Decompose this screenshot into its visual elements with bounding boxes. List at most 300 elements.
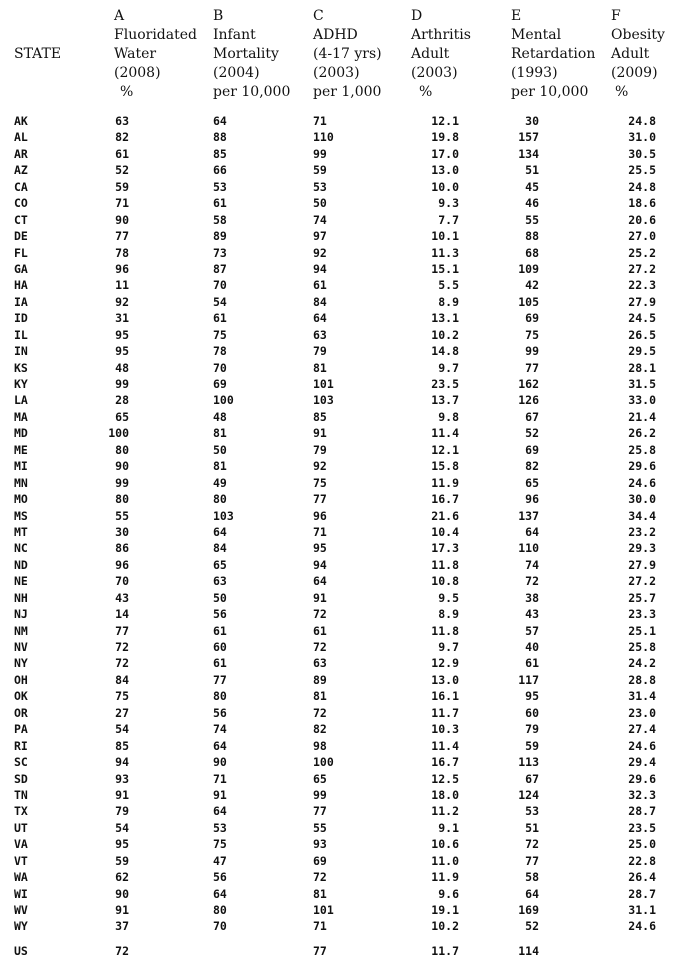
arthritis-cell: 16.7 bbox=[431, 755, 459, 770]
arthritis-cell: 9.7 bbox=[438, 640, 459, 654]
fluoridated-water-cell: 90 bbox=[115, 886, 129, 901]
obesity-cell: 29.3 bbox=[628, 541, 656, 556]
column-unit: % bbox=[419, 84, 433, 100]
arthritis-cell: 9.8 bbox=[438, 409, 459, 424]
mental-retardation-cell: 55 bbox=[525, 212, 539, 227]
adhd-cell: 101 bbox=[313, 903, 334, 917]
table-row bbox=[0, 540, 675, 556]
infant-mortality-cell: 70 bbox=[213, 919, 227, 934]
obesity-cell: 22.8 bbox=[628, 853, 656, 868]
state-cell: NH bbox=[14, 590, 28, 605]
column-label-line: (2003) bbox=[313, 65, 360, 81]
column-label-line: (1993) bbox=[511, 65, 558, 81]
mental-retardation-cell: 72 bbox=[525, 574, 539, 589]
mental-retardation-cell: 52 bbox=[525, 919, 539, 934]
column-letter: F bbox=[611, 8, 621, 24]
table-row bbox=[0, 195, 675, 211]
arthritis-cell: 11.4 bbox=[431, 426, 459, 441]
adhd-cell: 72 bbox=[313, 705, 327, 720]
obesity-cell: 31.4 bbox=[628, 689, 656, 704]
column-label-line: (2003) bbox=[411, 65, 458, 81]
table-row bbox=[0, 409, 675, 425]
state-cell: HA bbox=[14, 278, 28, 293]
column-label-line: Fluoridated bbox=[114, 27, 197, 43]
table-row bbox=[0, 754, 675, 770]
infant-mortality-cell: 60 bbox=[213, 640, 227, 654]
table-row bbox=[0, 228, 675, 244]
mental-retardation-cell: 79 bbox=[525, 722, 539, 737]
mental-retardation-cell: 59 bbox=[525, 738, 539, 753]
arthritis-cell: 17.3 bbox=[431, 541, 459, 556]
infant-mortality-cell: 90 bbox=[213, 755, 227, 770]
adhd-cell: 77 bbox=[313, 492, 327, 507]
infant-mortality-cell: 84 bbox=[213, 541, 227, 556]
arthritis-cell: 14.8 bbox=[431, 344, 459, 359]
infant-mortality-cell: 48 bbox=[213, 409, 227, 424]
table-row bbox=[0, 491, 675, 507]
infant-mortality-cell: 50 bbox=[213, 590, 227, 605]
mental-retardation-cell: 114 bbox=[518, 943, 539, 958]
arthritis-cell: 11.4 bbox=[431, 738, 459, 753]
column-unit: per 10,000 bbox=[213, 84, 291, 100]
obesity-cell: 28.7 bbox=[628, 886, 656, 901]
adhd-cell: 110 bbox=[313, 130, 334, 145]
mental-retardation-cell: 40 bbox=[525, 640, 539, 654]
adhd-cell: 72 bbox=[313, 607, 327, 622]
adhd-cell: 81 bbox=[313, 360, 327, 375]
arthritis-cell: 12.9 bbox=[431, 656, 459, 671]
state-cell: ME bbox=[14, 442, 28, 457]
state-cell: MO bbox=[14, 492, 28, 507]
adhd-cell: 92 bbox=[313, 459, 327, 474]
infant-mortality-cell: 80 bbox=[213, 689, 227, 704]
state-cell: AZ bbox=[14, 163, 28, 178]
column-label-line: Adult bbox=[411, 46, 450, 62]
us-total-row bbox=[0, 943, 675, 959]
arthritis-cell: 9.6 bbox=[438, 886, 459, 901]
infant-mortality-cell: 61 bbox=[213, 656, 227, 671]
adhd-cell: 95 bbox=[313, 541, 327, 556]
adhd-cell: 61 bbox=[313, 278, 327, 293]
table-header bbox=[0, 0, 675, 112]
state-cell: WA bbox=[14, 870, 28, 885]
infant-mortality-cell: 73 bbox=[213, 245, 227, 260]
state-cell: NM bbox=[14, 623, 28, 638]
infant-mortality-cell: 50 bbox=[213, 442, 227, 457]
state-cell: CA bbox=[14, 179, 28, 194]
arthritis-cell: 10.1 bbox=[431, 229, 459, 244]
state-cell: MD bbox=[14, 426, 28, 441]
state-cell: KY bbox=[14, 377, 28, 391]
fluoridated-water-cell: 54 bbox=[115, 722, 129, 737]
adhd-cell: 64 bbox=[313, 311, 327, 326]
state-cell: MA bbox=[14, 409, 28, 424]
table-row bbox=[0, 277, 675, 293]
mental-retardation-cell: 105 bbox=[518, 294, 539, 309]
mental-retardation-cell: 72 bbox=[525, 837, 539, 852]
adhd-cell: 89 bbox=[313, 672, 327, 687]
adhd-cell: 77 bbox=[313, 804, 327, 819]
mental-retardation-cell: 58 bbox=[525, 870, 539, 885]
arthritis-cell: 16.7 bbox=[431, 492, 459, 507]
state-cell: US bbox=[14, 943, 28, 958]
infant-mortality-cell: 53 bbox=[213, 179, 227, 194]
mental-retardation-cell: 60 bbox=[525, 705, 539, 720]
obesity-cell: 22.3 bbox=[628, 278, 656, 293]
fluoridated-water-cell: 96 bbox=[115, 557, 129, 572]
adhd-cell: 82 bbox=[313, 722, 327, 737]
mental-retardation-cell: 42 bbox=[525, 278, 539, 293]
obesity-cell: 28.1 bbox=[628, 360, 656, 375]
infant-mortality-cell: 56 bbox=[213, 607, 227, 622]
arthritis-cell: 10.4 bbox=[431, 524, 459, 539]
arthritis-cell: 12.5 bbox=[431, 771, 459, 786]
adhd-cell: 100 bbox=[313, 755, 334, 770]
state-cell: AL bbox=[14, 130, 28, 145]
obesity-cell: 27.4 bbox=[628, 722, 656, 737]
mental-retardation-cell: 67 bbox=[525, 771, 539, 786]
adhd-cell: 71 bbox=[313, 524, 327, 539]
obesity-cell: 30.5 bbox=[628, 146, 656, 161]
obesity-cell: 24.6 bbox=[628, 475, 656, 490]
fluoridated-water-cell: 85 bbox=[115, 738, 129, 753]
table-row bbox=[0, 310, 675, 326]
table-row bbox=[0, 573, 675, 589]
adhd-cell: 99 bbox=[313, 787, 327, 802]
fluoridated-water-cell: 77 bbox=[115, 229, 129, 244]
fluoridated-water-cell: 80 bbox=[115, 442, 129, 457]
infant-mortality-cell: 80 bbox=[213, 492, 227, 507]
table-row bbox=[0, 655, 675, 671]
fluoridated-water-cell: 28 bbox=[115, 393, 129, 408]
arthritis-cell: 19.8 bbox=[431, 130, 459, 145]
infant-mortality-cell: 81 bbox=[213, 426, 227, 441]
mental-retardation-cell: 43 bbox=[525, 607, 539, 622]
adhd-cell: 101 bbox=[313, 377, 334, 391]
obesity-cell: 26.4 bbox=[628, 870, 656, 885]
adhd-cell: 91 bbox=[313, 590, 327, 605]
column-label-line: (4-17 yrs) bbox=[313, 46, 382, 62]
mental-retardation-cell: 110 bbox=[518, 541, 539, 556]
column-label-line: Mortality bbox=[213, 46, 279, 62]
table-row bbox=[0, 442, 675, 458]
obesity-cell: 23.2 bbox=[628, 524, 656, 539]
adhd-cell: 69 bbox=[313, 853, 327, 868]
table-row bbox=[0, 425, 675, 441]
infant-mortality-cell: 85 bbox=[213, 146, 227, 161]
mental-retardation-cell: 109 bbox=[518, 261, 539, 276]
arthritis-cell: 10.6 bbox=[431, 837, 459, 852]
infant-mortality-cell: 61 bbox=[213, 623, 227, 638]
obesity-cell: 25.7 bbox=[628, 590, 656, 605]
obesity-cell: 24.6 bbox=[628, 919, 656, 934]
state-cell: VA bbox=[14, 837, 28, 852]
mental-retardation-cell: 137 bbox=[518, 508, 539, 523]
table-row bbox=[0, 524, 675, 540]
obesity-cell: 24.2 bbox=[628, 656, 656, 671]
obesity-cell: 29.5 bbox=[628, 344, 656, 359]
table-row bbox=[0, 918, 675, 934]
arthritis-cell: 11.8 bbox=[431, 557, 459, 572]
mental-retardation-cell: 82 bbox=[525, 459, 539, 474]
mental-retardation-cell: 45 bbox=[525, 179, 539, 194]
mental-retardation-cell: 51 bbox=[525, 820, 539, 835]
mental-retardation-cell: 69 bbox=[525, 311, 539, 326]
fluoridated-water-cell: 14 bbox=[115, 607, 129, 622]
adhd-cell: 77 bbox=[313, 943, 327, 958]
fluoridated-water-cell: 72 bbox=[115, 640, 129, 654]
obesity-cell: 26.5 bbox=[628, 327, 656, 342]
adhd-cell: 99 bbox=[313, 146, 327, 161]
state-cell: CT bbox=[14, 212, 28, 227]
infant-mortality-cell: 77 bbox=[213, 672, 227, 687]
table-row bbox=[0, 836, 675, 852]
adhd-cell: 97 bbox=[313, 229, 327, 244]
state-cell: SC bbox=[14, 755, 28, 770]
fluoridated-water-cell: 90 bbox=[115, 459, 129, 474]
column-header-d bbox=[411, 7, 471, 102]
arthritis-cell: 13.0 bbox=[431, 163, 459, 178]
fluoridated-water-cell: 59 bbox=[115, 853, 129, 868]
adhd-cell: 72 bbox=[313, 640, 327, 654]
mental-retardation-cell: 30 bbox=[525, 114, 539, 128]
state-column-header: STATE bbox=[14, 46, 62, 62]
mental-retardation-cell: 46 bbox=[525, 196, 539, 211]
infant-mortality-cell: 66 bbox=[213, 163, 227, 178]
column-label-line: Mental bbox=[511, 27, 562, 43]
fluoridated-water-cell: 75 bbox=[115, 689, 129, 704]
state-cell: NJ bbox=[14, 607, 28, 622]
obesity-cell: 23.5 bbox=[628, 820, 656, 835]
fluoridated-water-cell: 96 bbox=[115, 261, 129, 276]
infant-mortality-cell: 47 bbox=[213, 853, 227, 868]
infant-mortality-cell: 64 bbox=[213, 886, 227, 901]
obesity-cell: 25.5 bbox=[628, 163, 656, 178]
fluoridated-water-cell: 95 bbox=[115, 344, 129, 359]
arthritis-cell: 11.2 bbox=[431, 804, 459, 819]
obesity-cell: 23.0 bbox=[628, 705, 656, 720]
obesity-cell: 27.0 bbox=[628, 229, 656, 244]
state-cell: WV bbox=[14, 903, 28, 917]
table-body bbox=[0, 113, 675, 959]
obesity-cell: 18.6 bbox=[628, 196, 656, 211]
obesity-cell: 25.0 bbox=[628, 837, 656, 852]
mental-retardation-cell: 61 bbox=[525, 656, 539, 671]
fluoridated-water-cell: 62 bbox=[115, 870, 129, 885]
arthritis-cell: 9.7 bbox=[438, 360, 459, 375]
state-cell: AK bbox=[14, 114, 28, 128]
table-row bbox=[0, 721, 675, 737]
infant-mortality-cell: 64 bbox=[213, 804, 227, 819]
fluoridated-water-cell: 48 bbox=[115, 360, 129, 375]
mental-retardation-cell: 126 bbox=[518, 393, 539, 408]
fluoridated-water-cell: 95 bbox=[115, 837, 129, 852]
arthritis-cell: 13.1 bbox=[431, 311, 459, 326]
column-unit: per 10,000 bbox=[511, 84, 589, 100]
adhd-cell: 81 bbox=[313, 689, 327, 704]
table-row bbox=[0, 179, 675, 195]
infant-mortality-cell: 74 bbox=[213, 722, 227, 737]
obesity-cell: 27.2 bbox=[628, 261, 656, 276]
adhd-cell: 75 bbox=[313, 475, 327, 490]
fluoridated-water-cell: 82 bbox=[115, 130, 129, 145]
fluoridated-water-cell: 90 bbox=[115, 212, 129, 227]
state-cell: KS bbox=[14, 360, 28, 375]
table-row bbox=[0, 508, 675, 524]
obesity-cell: 31.1 bbox=[628, 903, 656, 917]
arthritis-cell: 19.1 bbox=[431, 903, 459, 917]
mental-retardation-cell: 67 bbox=[525, 409, 539, 424]
arthritis-cell: 8.9 bbox=[438, 607, 459, 622]
table-row bbox=[0, 672, 675, 688]
state-cell: IL bbox=[14, 327, 28, 342]
column-unit: % bbox=[615, 84, 629, 100]
adhd-cell: 50 bbox=[313, 196, 327, 211]
adhd-cell: 85 bbox=[313, 409, 327, 424]
state-cell: NE bbox=[14, 574, 28, 589]
fluoridated-water-cell: 61 bbox=[115, 146, 129, 161]
mental-retardation-cell: 64 bbox=[525, 886, 539, 901]
fluoridated-water-cell: 100 bbox=[108, 426, 129, 441]
state-cell: SD bbox=[14, 771, 28, 786]
table-row bbox=[0, 590, 675, 606]
arthritis-cell: 11.8 bbox=[431, 623, 459, 638]
adhd-cell: 94 bbox=[313, 261, 327, 276]
table-row bbox=[0, 327, 675, 343]
state-cell: MI bbox=[14, 459, 28, 474]
state-cell: WI bbox=[14, 886, 28, 901]
state-cell: GA bbox=[14, 261, 28, 276]
fluoridated-water-cell: 79 bbox=[115, 804, 129, 819]
adhd-cell: 98 bbox=[313, 738, 327, 753]
arthritis-cell: 13.7 bbox=[431, 393, 459, 408]
adhd-cell: 96 bbox=[313, 508, 327, 523]
table-row bbox=[0, 688, 675, 704]
mental-retardation-cell: 65 bbox=[525, 475, 539, 490]
infant-mortality-cell: 69 bbox=[213, 377, 227, 391]
state-cell: IA bbox=[14, 294, 28, 309]
fluoridated-water-cell: 99 bbox=[115, 475, 129, 490]
arthritis-cell: 13.0 bbox=[431, 672, 459, 687]
table-row bbox=[0, 705, 675, 721]
table-row bbox=[0, 360, 675, 376]
fluoridated-water-cell: 91 bbox=[115, 787, 129, 802]
fluoridated-water-cell: 84 bbox=[115, 672, 129, 687]
obesity-cell: 23.3 bbox=[628, 607, 656, 622]
table-row bbox=[0, 294, 675, 310]
adhd-cell: 61 bbox=[313, 623, 327, 638]
arthritis-cell: 11.9 bbox=[431, 475, 459, 490]
column-label-line: Infant bbox=[213, 27, 256, 43]
infant-mortality-cell: 71 bbox=[213, 771, 227, 786]
arthritis-cell: 9.1 bbox=[438, 820, 459, 835]
mental-retardation-cell: 157 bbox=[518, 130, 539, 145]
fluoridated-water-cell: 52 bbox=[115, 163, 129, 178]
infant-mortality-cell: 49 bbox=[213, 475, 227, 490]
obesity-cell: 29.6 bbox=[628, 459, 656, 474]
obesity-cell: 24.5 bbox=[628, 311, 656, 326]
column-letter: B bbox=[213, 8, 224, 24]
infant-mortality-cell: 78 bbox=[213, 344, 227, 359]
mental-retardation-cell: 68 bbox=[525, 245, 539, 260]
fluoridated-water-cell: 91 bbox=[115, 903, 129, 917]
state-cell: MT bbox=[14, 524, 28, 539]
fluoridated-water-cell: 63 bbox=[115, 114, 129, 128]
state-cell: DE bbox=[14, 229, 28, 244]
arthritis-cell: 11.0 bbox=[431, 853, 459, 868]
fluoridated-water-cell: 59 bbox=[115, 179, 129, 194]
column-label-line: (2009) bbox=[611, 65, 658, 81]
state-cell: FL bbox=[14, 245, 28, 260]
adhd-cell: 103 bbox=[313, 393, 334, 408]
arthritis-cell: 9.5 bbox=[438, 590, 459, 605]
mental-retardation-cell: 117 bbox=[518, 672, 539, 687]
fluoridated-water-cell: 65 bbox=[115, 409, 129, 424]
infant-mortality-cell: 63 bbox=[213, 574, 227, 589]
arthritis-cell: 11.7 bbox=[431, 943, 459, 958]
table-row bbox=[0, 623, 675, 639]
state-cell: WY bbox=[14, 919, 28, 934]
column-label-line: Arthritis bbox=[411, 27, 471, 43]
adhd-cell: 63 bbox=[313, 656, 327, 671]
adhd-cell: 74 bbox=[313, 212, 327, 227]
table-row bbox=[0, 113, 675, 129]
obesity-cell: 24.8 bbox=[628, 179, 656, 194]
arthritis-cell: 16.1 bbox=[431, 689, 459, 704]
adhd-cell: 53 bbox=[313, 179, 327, 194]
fluoridated-water-cell: 99 bbox=[115, 377, 129, 391]
state-cell: ND bbox=[14, 557, 28, 572]
arthritis-cell: 12.1 bbox=[431, 114, 459, 128]
infant-mortality-cell: 56 bbox=[213, 705, 227, 720]
fluoridated-water-cell: 93 bbox=[115, 771, 129, 786]
state-cell: TX bbox=[14, 804, 28, 819]
obesity-cell: 27.2 bbox=[628, 574, 656, 589]
table-row bbox=[0, 787, 675, 803]
column-header-b bbox=[213, 7, 290, 102]
mental-retardation-cell: 99 bbox=[525, 344, 539, 359]
column-label-line: Water bbox=[114, 46, 157, 62]
adhd-cell: 59 bbox=[313, 163, 327, 178]
obesity-cell: 33.0 bbox=[628, 393, 656, 408]
fluoridated-water-cell: 72 bbox=[115, 943, 129, 958]
table-row bbox=[0, 803, 675, 819]
state-cell: NC bbox=[14, 541, 28, 556]
table-row bbox=[0, 245, 675, 261]
column-header-f bbox=[611, 7, 665, 102]
column-letter: C bbox=[313, 8, 324, 24]
table-row bbox=[0, 869, 675, 885]
table-row bbox=[0, 343, 675, 359]
arthritis-cell: 10.3 bbox=[431, 722, 459, 737]
state-cell: ID bbox=[14, 311, 28, 326]
infant-mortality-cell: 81 bbox=[213, 459, 227, 474]
adhd-cell: 71 bbox=[313, 114, 327, 128]
mental-retardation-cell: 77 bbox=[525, 360, 539, 375]
fluoridated-water-cell: 72 bbox=[115, 656, 129, 671]
arthritis-cell: 15.8 bbox=[431, 459, 459, 474]
table-row bbox=[0, 458, 675, 474]
fluoridated-water-cell: 71 bbox=[115, 196, 129, 211]
obesity-cell: 20.6 bbox=[628, 212, 656, 227]
obesity-cell: 24.8 bbox=[628, 114, 656, 128]
mental-retardation-cell: 57 bbox=[525, 623, 539, 638]
state-cell: MS bbox=[14, 508, 28, 523]
table-row bbox=[0, 129, 675, 145]
infant-mortality-cell: 61 bbox=[213, 196, 227, 211]
column-label-line: ADHD bbox=[313, 27, 358, 43]
adhd-cell: 63 bbox=[313, 327, 327, 342]
